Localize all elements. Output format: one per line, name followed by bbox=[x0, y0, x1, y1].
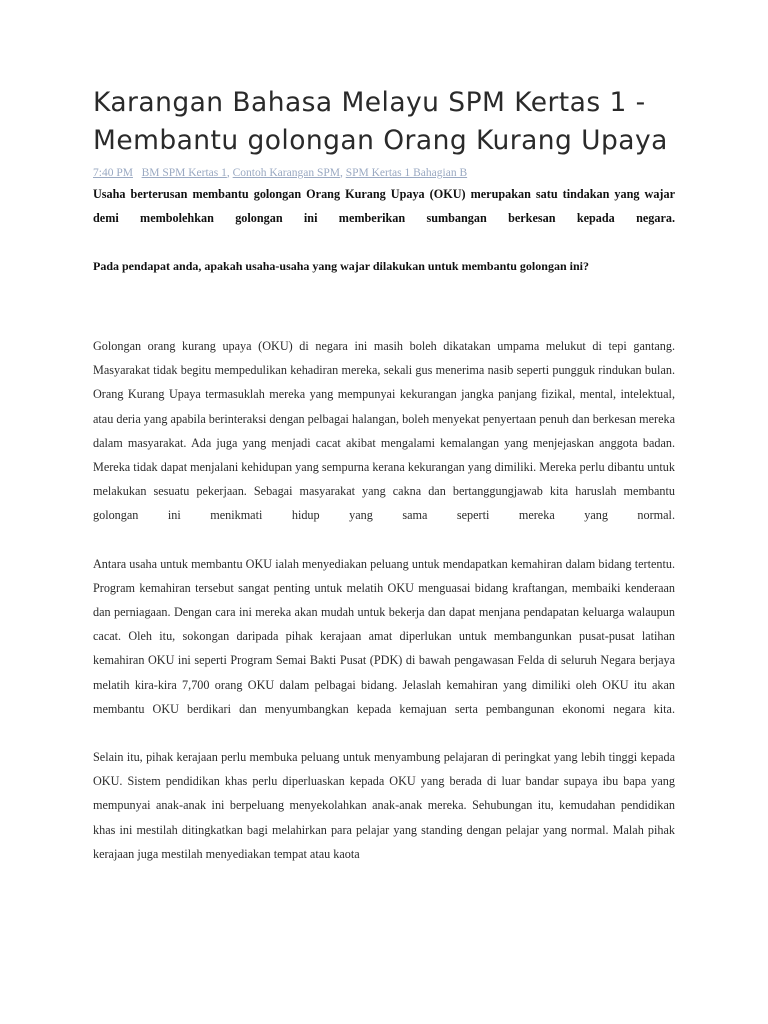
label-link-bm-spm-kertas-1[interactable]: BM SPM Kertas 1 bbox=[141, 167, 227, 179]
label-separator: , bbox=[226, 167, 233, 179]
essay-question: Pada pendapat anda, apakah usaha-usaha yang wajar dilakukan untuk membantu golongan ini? bbox=[93, 259, 589, 273]
post-timestamp-link[interactable]: 7:40 PM bbox=[93, 167, 133, 179]
essay-paragraph: Golongan orang kurang upaya (OKU) di negara ini masih boleh dikatakan umpama melukut di tepi gantang. Masyarakat tidak begitu mempedulikan kehadiran mereka, sekali gus menerima nasib seperti pungguk rindukan bulan. Orang Kurang Upaya termasuklah mereka yang mempunyai kekurangan jangka panjang fizikal, mental, intelektual, atau deria yang apabila berinteraksi dengan pelbagai halangan, boleh menyekat penyertaan penuh dan berkesan mereka dalam masyarakat. Ada juga yang menjadi cacat akibat mengalami kemalangan yang menjejaskan anggota badan. Mereka tidak dapat menjalani kehidupan yang sempurna kerana kekurangan yang dimiliki. Mereka perlu dibantu untuk melakukan sesuatu pekerjaan. Sebagai masyarakat yang cakna dan bertanggungjawab kita haruslah membantu golongan ini menikmati hidup yang sama seperti mereka yang normal. bbox=[93, 339, 675, 523]
essay-intro-statement: Usaha berterusan membantu golongan Orang Kurang Upaya (OKU) merupakan satu tindakan yang wajar demi membolehkan golongan ini memberikan sumbangan berkesan kepada negara. bbox=[93, 187, 675, 225]
label-link-contoh-karangan-spm[interactable]: Contoh Karangan SPM bbox=[232, 167, 340, 179]
label-link-spm-kertas-1-bahagian-b[interactable]: SPM Kertas 1 Bahagian B bbox=[345, 167, 468, 179]
post-meta bbox=[93, 166, 675, 180]
label-separator: , bbox=[339, 167, 346, 179]
essay-paragraph: Selain itu, pihak kerajaan perlu membuka peluang untuk menyambung pelajaran di peringkat yang lebih tinggi kepada OKU. Sistem pendidikan khas perlu diperluaskan kepada OKU yang berada di luar bandar supaya ibu bapa yang mempunyai anak-anak ini berpeluang menyekolahkan anak-anak mereka. Sehubungan itu, kemudahan pendidikan khas ini mestilah ditingkatkan bagi melahirkan para pelajar yang standing dengan pelajar yang normal. Malah pihak kerajaan juga mestilah menyediakan tempat atau kaota bbox=[93, 750, 675, 861]
essay-paragraph: Antara usaha untuk membantu OKU ialah menyediakan peluang untuk mendapatkan kemahiran dalam bidang tertentu. Program kemahiran tersebut sangat penting untuk melatih OKU menguasai bidang kraftangan, membaiki kenderaan dan perniagaan. Dengan cara ini mereka akan mudah untuk bekerja dan dapat menjana pendapatan keluarga walaupun cacat. Oleh itu, sokongan daripada pihak kerajaan amat diperlukan untuk membangunkan pusat-pusat latihan kemahiran OKU ini seperti Program Semai Bakti Pusat (PDK) di bawah pengawasan Felda di seluruh Negara berjaya melatih kira-kira 7,700 orang OKU dalam pelbagai bidang. Jelaslah kemahiran yang dimiliki oleh OKU itu akan membantu OKU berdikari dan menyumbangkan kepada kemajuan serta pembangunan ekonomi negara kita. bbox=[93, 556, 675, 716]
post-title: Karangan Bahasa Melayu SPM Kertas 1 - Membantu golongan Orang Kurang Upaya bbox=[93, 87, 668, 156]
